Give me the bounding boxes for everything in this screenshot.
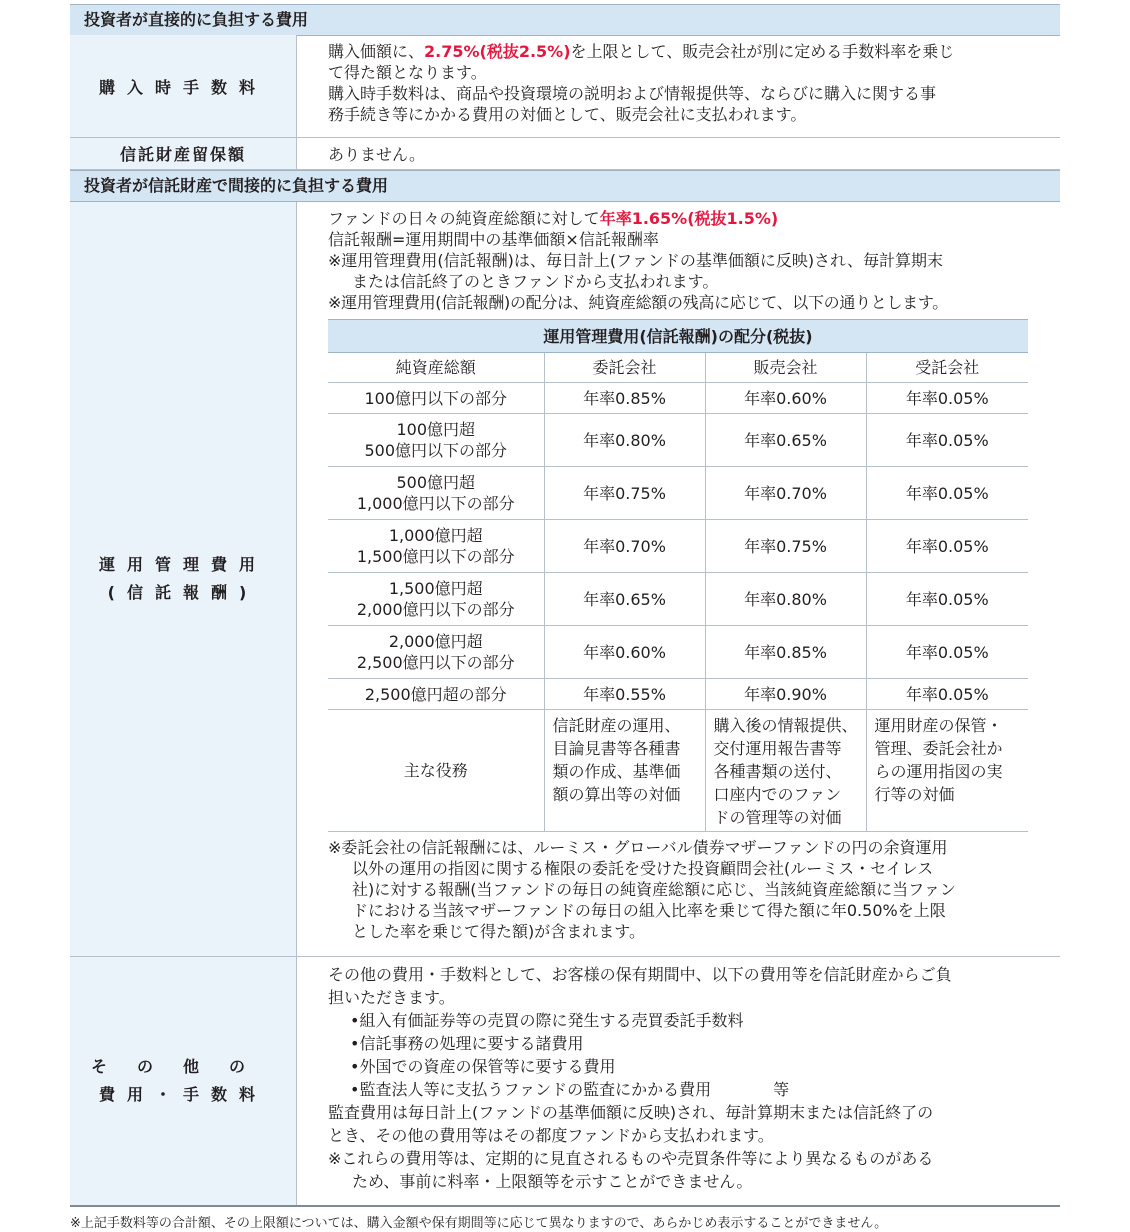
reserve-value: ありません。 <box>328 145 425 164</box>
management-fee-note: ※委託会社の信託報酬には、ルーミス・グローバル債券マザーファンドの円の余資運用 以外の運用の指図に関する権限の委託を受けた投資顧問会社(ルーミス・セイレス 社)に対する報酬(当ファンドの毎日の純資産総額に応じ、当該純資産総額に当ファン ドにおける当該マザーファンドの毎日の組入比率を乗じて得た額に年0.50%を上限 とした率を乗じて得た額)が含まれます。 <box>328 838 956 941</box>
row-reserve <box>70 138 1060 170</box>
management-fee-rate: 年率1.65%(税抜1.5%) <box>599 209 779 228</box>
table-row: 100億円以下の部分 年率0.85% 年率0.60% 年率0.05% <box>328 383 1028 414</box>
column-header: 受託会社 <box>866 353 1028 383</box>
label-other-fees: その他の 費用・手数料 <box>70 957 297 1205</box>
allocation-table-title: 運用管理費用(信託報酬)の配分(税抜) <box>328 320 1028 353</box>
row-purchase-fee <box>70 35 1060 138</box>
table-row: 1,500億円超 2,000億円以下の部分 年率0.65% 年率0.80% 年率0.05% <box>328 573 1028 626</box>
fee-allocation-table <box>328 319 1028 832</box>
table-row: 2,000億円超 2,500億円以下の部分 年率0.60% 年率0.85% 年率0.05% <box>328 626 1028 679</box>
table-row: 500億円超 1,000億円以下の部分 年率0.75% 年率0.70% 年率0.05% <box>328 467 1028 520</box>
label-reserve: 信託財産留保額 <box>70 138 297 169</box>
table-row: 1,000億円超 1,500億円以下の部分 年率0.70% 年率0.75% 年率0.05% <box>328 520 1028 573</box>
table-row: 2,500億円超の部分 年率0.55% 年率0.90% 年率0.05% <box>328 679 1028 710</box>
management-fee-text: ファンドの日々の純資産総額に対して年率1.65%(税抜1.5%) 信託報酬=運用期間中の基準価額×信託報酬率 ※運用管理費用(信託報酬)は、毎日計上(ファンドの基準価額に反映)され、毎計算期末 または信託終了のときファンドから支払われます。 ※運用管理費用(信託報酬)の配分は、純資産総額の残高に応じて、以下の通りとします。 運用管理費用(信託報酬)の配分(税抜) 純資産総額 委託会社 販売会社 受託会社 100億円以下の部分 年率0.85% 年率0.60% 年率0.05% 100億円超 500億円以下の部分 年率0.80% 年率0.65% 年率0.05% 500億円超 1,000億円以下の部分 年率0.75% 年率0.70% 年率0.05% 1,000億円超 1,500億円以下の部分 年率0.70% 年率0.75% 年率0.05% 1,500億円超 2,000億円以下の部分 年率0.65% 年率0.80% 年率0.05% 2,000億円超 2,500億円以下の部分 年率0.60% 年率0.85% 年率0.05% 2,500億円超の部分 年率0.55% 年率0.90% 年率0.05% 主な役務 信託財産の運用、 目論見書等各種書 類の作成、基準価 額の算出等の対価 購入後の情報提供、 交付運用報告書等 各種書類の送付、 口座内でのファン ドの管理等の対価 運用財産の保管・ 管理、委託会社か らの運用指図の実 行等の対価 ※委託会社の信託報酬には、ルーミス・グローバル債券マザーファンドの円の余資運用 以外の運用の指図に関する権限の委託を受けた投資顧問会社(ルーミス・セイレス 社)に対する報酬(当ファンドの毎日の純資産総額に応じ、当該純資産総額に当ファン ドにおける当該マザーファンドの毎日の組入比率を乗じて得た額に年0.50%を上限 とした率を乗じて得た額)が含まれます。 <box>328 208 1028 942</box>
column-header: 純資産総額 <box>328 353 544 383</box>
section-header-direct: 投資者が直接的に負担する費用 <box>70 4 1060 36</box>
purchase-fee-text: 購入価額に、2.75%(税抜2.5%)を上限として、販売会社が別に定める手数料率を乗じ て得た額となります。 購入時手数料は、商品や投資環境の説明および情報提供等、ならびに購入に関する事 務手続き等にかかる費用の対価として、販売会社に支払われます。 <box>328 42 955 124</box>
other-fees-text: その他の費用・手数料として、お客様の保有期間中、以下の費用等を信託財産からご負 担いただきます。 •組入有価証券等の売買の際に発生する売買委託手数料 •信託事務の処理に要する諸費用 •外国での資産の保管等に要する費用 •監査法人等に支払うファンドの監査にかかる費用 等 監査費用は毎日計上(ファンドの基準価額に反映)され、毎計算期末または信託終了の とき、その他の費用等はその都度ファンドから支払われます。 ※これらの費用等は、定期的に見直されるものや売買条件等により異なるものがある ため、事前に料率・上限額等を示すことができません。 <box>328 965 952 1191</box>
row-other-fees <box>70 957 1060 1207</box>
purchase-fee-rate: 2.75%(税抜2.5%) <box>424 42 571 61</box>
section-header-indirect: 投資者が信託財産で間接的に負担する費用 <box>70 170 1060 202</box>
label-management-fee: 運用管理費用 (信託報酬) <box>70 202 297 956</box>
table-row: 100億円超 500億円以下の部分 年率0.80% 年率0.65% 年率0.05% <box>328 414 1028 467</box>
table-row-roles: 主な役務 信託財産の運用、 目論見書等各種書 類の作成、基準価 額の算出等の対価 購入後の情報提供、 交付運用報告書等 各種書類の送付、 口座内でのファン ドの管理等の対価 運用財産の保管・ 管理、委託会社か らの運用指図の実 行等の対価 <box>328 710 1028 832</box>
row-management-fee <box>70 202 1060 957</box>
column-header: 委託会社 <box>544 353 705 383</box>
footnote: ※上記手数料等の合計額、その上限額については、購入金額や保有期間等に応じて異なりますので、あらかじめ表示することができません。 <box>70 1216 888 1231</box>
column-header: 販売会社 <box>705 353 866 383</box>
label-purchase-fee: 購入時手数料 <box>70 35 297 137</box>
allocation-header-row <box>328 353 1028 383</box>
